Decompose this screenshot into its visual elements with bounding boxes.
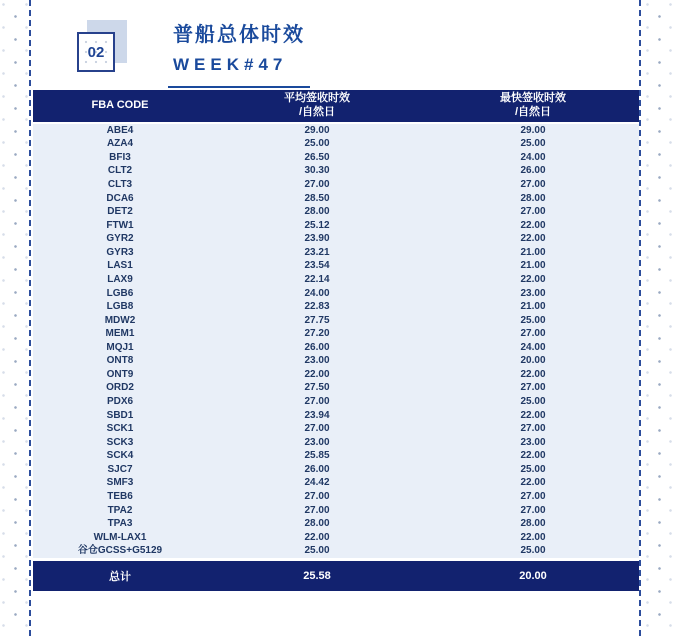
cell-avg-days: 28.50 (304, 192, 330, 204)
cell-fba-code: SMF3 (106, 477, 134, 489)
cell-avg-days: 23.00 (304, 355, 330, 367)
table-row (33, 409, 639, 423)
cell-fastest-days: 22.00 (520, 368, 546, 380)
cell-avg-days: 27.75 (304, 314, 330, 326)
cell-fba-code: SCK4 (106, 450, 134, 462)
table-row (33, 517, 639, 531)
cell-avg-days: 25.00 (304, 545, 330, 557)
cell-fastest-days: 27.00 (520, 382, 546, 394)
cell-avg-days: 27.00 (304, 423, 330, 435)
cell-avg-days: 22.00 (304, 368, 330, 380)
table-row (33, 233, 639, 247)
cell-avg-days: 22.14 (304, 273, 330, 285)
cell-fba-code: ABE4 (106, 124, 134, 136)
table-row (33, 450, 639, 464)
table-row (33, 246, 639, 260)
table-row (33, 422, 639, 436)
cell-fba-code: GYR2 (106, 233, 134, 245)
table-row (33, 382, 639, 396)
total-avg-days: 25.58 (303, 570, 331, 582)
cell-fba-code: SCK1 (106, 423, 134, 435)
cell-fastest-days: 22.00 (520, 477, 546, 489)
column-header-fastest-line1: 最快签收时效 (500, 92, 566, 105)
table-row (33, 477, 639, 491)
cell-avg-days: 26.00 (304, 341, 330, 353)
cell-avg-days: 25.00 (304, 138, 330, 150)
cell-fastest-days: 24.00 (520, 341, 546, 353)
cell-fba-code: WLM-LAX1 (93, 531, 147, 543)
column-header-avg-line1: 平均签收时效 (284, 92, 350, 105)
table-row (33, 138, 639, 152)
cell-avg-days: 28.00 (304, 206, 330, 218)
table-row (33, 355, 639, 369)
cell-fba-code: SCK3 (106, 436, 134, 448)
column-header-fastest-line2: /自然日 (514, 106, 552, 118)
cell-avg-days: 25.12 (304, 219, 330, 231)
table-header (33, 90, 639, 122)
cell-fastest-days: 25.00 (520, 138, 546, 150)
cell-fastest-days: 23.00 (520, 287, 546, 299)
table-row (33, 463, 639, 477)
cell-fba-code: SJC7 (107, 463, 133, 475)
cell-fba-code: MDW2 (104, 314, 136, 326)
cell-avg-days: 23.00 (304, 436, 330, 448)
cell-fastest-days: 25.00 (520, 545, 546, 557)
week-subtitle: WEEK#47 (173, 55, 288, 74)
cell-fba-code: FTW1 (106, 219, 134, 231)
cell-fba-code: LGB8 (106, 301, 134, 313)
cell-fastest-days: 27.00 (520, 490, 546, 502)
table-row (33, 544, 639, 558)
cell-avg-days: 27.20 (304, 328, 330, 340)
table-row (33, 531, 639, 545)
cell-avg-days: 30.30 (304, 165, 330, 177)
cell-fastest-days: 23.00 (520, 436, 546, 448)
section-badge (77, 32, 115, 72)
cell-fastest-days: 27.00 (520, 179, 546, 191)
table-body (33, 124, 639, 558)
table-row (33, 260, 639, 274)
table-row (33, 124, 639, 138)
right-dashed-border (639, 0, 641, 636)
cell-fastest-days: 22.00 (520, 233, 546, 245)
cell-fastest-days: 22.00 (520, 531, 546, 543)
cell-avg-days: 26.00 (304, 463, 330, 475)
table-row (33, 436, 639, 450)
cell-fastest-days: 25.00 (520, 314, 546, 326)
cell-fastest-days: 24.00 (520, 151, 546, 163)
cell-fba-code: CLT3 (107, 179, 133, 191)
table-footer (33, 561, 639, 591)
cell-fba-code: ORD2 (106, 382, 134, 394)
cell-fba-code: LAX9 (107, 273, 133, 285)
cell-avg-days: 29.00 (304, 124, 330, 136)
cell-fba-code: CLT2 (107, 165, 133, 177)
total-fastest-days: 20.00 (519, 570, 547, 582)
cell-fba-code: 谷仓GCSS+G5129 (77, 545, 163, 557)
cell-fastest-days: 27.00 (520, 328, 546, 340)
cell-fastest-days: 27.00 (520, 206, 546, 218)
cell-fba-code: AZA4 (106, 138, 134, 150)
cell-fba-code: SBD1 (106, 409, 134, 421)
cell-fba-code: TPA2 (107, 504, 133, 516)
column-header-avg (207, 92, 427, 120)
table-row (33, 490, 639, 504)
column-header-fba-code: FBA CODE (91, 99, 149, 112)
cell-fastest-days: 26.00 (520, 165, 546, 177)
cell-avg-days: 24.00 (304, 287, 330, 299)
cell-avg-days: 27.00 (304, 504, 330, 516)
badge-number: 02 (87, 43, 105, 61)
cell-fba-code: PDX6 (106, 396, 134, 408)
table-row (33, 327, 639, 341)
cell-avg-days: 28.00 (304, 518, 330, 530)
cell-avg-days: 22.00 (304, 531, 330, 543)
cell-avg-days: 23.90 (304, 233, 330, 245)
cell-avg-days: 27.00 (304, 396, 330, 408)
table-row (33, 219, 639, 233)
cell-fba-code: TEB6 (107, 490, 133, 502)
table-row (33, 368, 639, 382)
cell-fastest-days: 21.00 (520, 246, 546, 258)
table-row (33, 287, 639, 301)
table-row (33, 205, 639, 219)
cell-fba-code: LGB6 (106, 287, 134, 299)
cell-fba-code: TPA3 (107, 518, 133, 530)
table-row (33, 341, 639, 355)
cell-fba-code: MEM1 (105, 328, 135, 340)
cell-fastest-days: 27.00 (520, 504, 546, 516)
cell-avg-days: 27.00 (304, 490, 330, 502)
table-row (33, 192, 639, 206)
cell-avg-days: 23.21 (304, 246, 330, 258)
table-row (33, 178, 639, 192)
cell-fastest-days: 27.00 (520, 423, 546, 435)
cell-fba-code: LAS1 (107, 260, 133, 272)
column-header-avg-line2: /自然日 (298, 106, 336, 118)
cell-fastest-days: 22.00 (520, 409, 546, 421)
cell-fba-code: DET2 (107, 206, 133, 218)
table-row (33, 314, 639, 328)
cell-avg-days: 26.50 (304, 151, 330, 163)
cell-fastest-days: 25.00 (520, 396, 546, 408)
cell-fastest-days: 28.00 (520, 518, 546, 530)
column-header-fastest (427, 92, 639, 120)
cell-fba-code: DCA6 (106, 192, 134, 204)
cell-avg-days: 23.54 (304, 260, 330, 272)
cell-fastest-days: 20.00 (520, 355, 546, 367)
cell-fba-code: ONT8 (106, 355, 134, 367)
cell-fastest-days: 22.00 (520, 273, 546, 285)
total-label: 总计 (109, 571, 131, 583)
cell-avg-days: 22.83 (304, 301, 330, 313)
cell-fba-code: GYR3 (106, 246, 134, 258)
cell-fastest-days: 22.00 (520, 450, 546, 462)
content-area (31, 0, 639, 636)
cell-avg-days: 23.94 (304, 409, 330, 421)
cell-fastest-days: 21.00 (520, 260, 546, 272)
table-row (33, 300, 639, 314)
cell-fba-code: ONT9 (106, 368, 134, 380)
table-row (33, 395, 639, 409)
cell-fastest-days: 21.00 (520, 301, 546, 313)
table-row (33, 504, 639, 518)
cell-fba-code: BFI3 (109, 151, 131, 163)
cell-avg-days: 24.42 (304, 477, 330, 489)
cell-fastest-days: 28.00 (520, 192, 546, 204)
cell-avg-days: 27.00 (304, 179, 330, 191)
title-block (173, 18, 305, 75)
cell-avg-days: 25.85 (304, 450, 330, 462)
table-row (33, 151, 639, 165)
cell-fastest-days: 29.00 (520, 124, 546, 136)
table-row (33, 165, 639, 179)
title-underline (168, 86, 310, 88)
page-title: 普船总体时效 (173, 24, 305, 46)
cell-fastest-days: 22.00 (520, 219, 546, 231)
cell-avg-days: 27.50 (304, 382, 330, 394)
table-row (33, 273, 639, 287)
cell-fastest-days: 25.00 (520, 463, 546, 475)
cell-fba-code: MQJ1 (106, 341, 134, 353)
